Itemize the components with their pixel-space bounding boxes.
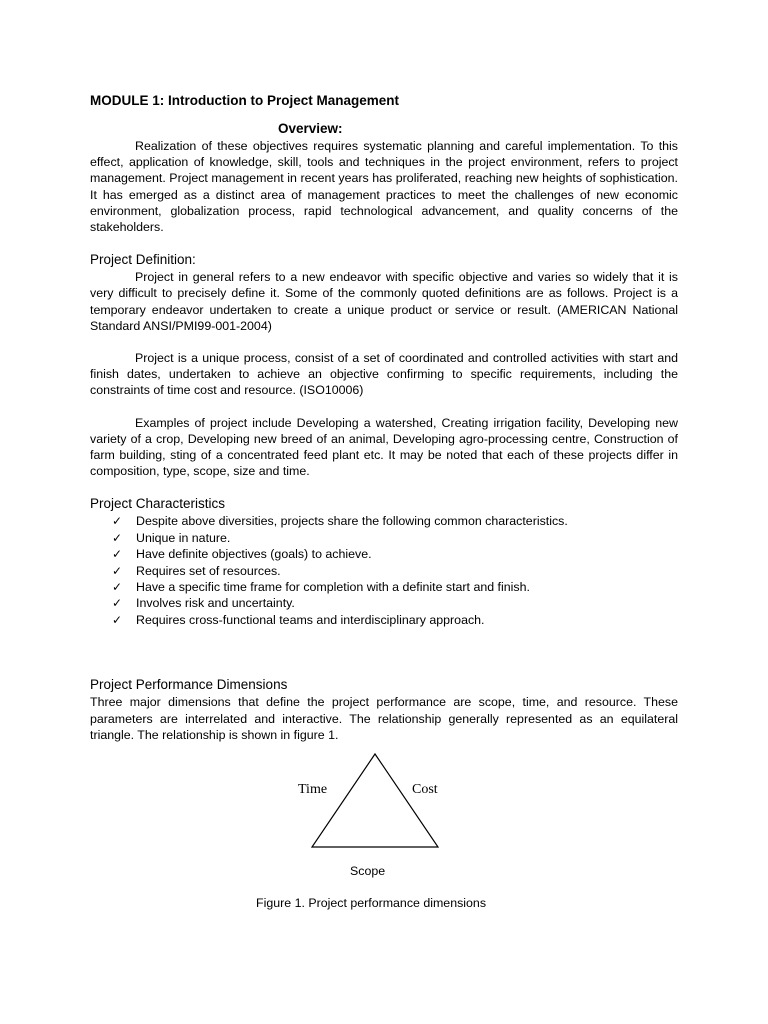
check-icon: ✓ (112, 530, 123, 545)
list-item-text: Unique in nature. (136, 530, 231, 545)
triangle-shape (312, 754, 438, 847)
list-item (112, 579, 678, 595)
list-item (112, 530, 678, 546)
list-item-text: Involves risk and uncertainty. (136, 596, 295, 611)
definition-paragraph-3: Examples of project include Developing a watershed, Creating irrigation facility, Developing new variety of a crop, Developing new breed of an animal, Developing agro-processing centre, Construction of farm building, sting of a concentrated feed plant etc. It may be noted that each of these projects differ in composition, type, scope, size and time. (90, 415, 678, 479)
characteristics-list (90, 513, 678, 628)
check-icon: ✓ (112, 514, 123, 529)
overview-paragraph: Realization of these objectives requires systematic planning and careful implementation. To this effect, application of knowledge, skill, tools and techniques in the project environment, refers to project management. Project management in recent years has proliferated, reaching new heights of sophistication. It has emerged as a distinct area of management practices to meet the challenges of new economic environment, globalization process, rapid technological advancement, and quality concerns of the stakeholders. (90, 139, 678, 235)
definition-heading: Project Definition: (90, 252, 196, 268)
list-item (112, 612, 678, 628)
characteristics-heading: Project Characteristics (90, 496, 226, 512)
overview-heading: Overview: (278, 121, 343, 136)
check-icon: ✓ (112, 580, 123, 595)
time-label: Time (298, 782, 328, 797)
list-item (112, 563, 678, 579)
list-item-text: Requires set of resources. (136, 563, 281, 578)
check-icon: ✓ (112, 596, 123, 611)
module-title: MODULE 1: Introduction to Project Management (90, 93, 400, 108)
list-item-text: Have definite objectives (goals) to achieve. (136, 547, 372, 562)
figure-caption: Figure 1. Project performance dimensions (256, 896, 487, 910)
document-page (90, 92, 678, 910)
triangle-diagram (290, 752, 460, 852)
list-item-text: Have a specific time frame for completion with a definite start and finish. (136, 580, 530, 595)
definition-paragraph-1: Project in general refers to a new endeavor with specific objective and varies so widely that it is very difficult to precisely define it. Some of the commonly quoted definitions are as follows. Project is a temporary endeavor undertaken to create a unique product or service or result. (AMERICAN National Standard ANSI/PMI99-001-2004) (90, 270, 678, 333)
check-icon: ✓ (112, 612, 123, 627)
list-item (112, 513, 678, 529)
list-item (112, 595, 678, 611)
performance-heading: Project Performance Dimensions (90, 677, 288, 693)
cost-label: Cost (412, 782, 438, 797)
list-item-text: Despite above diversities, projects share the following common characteristics. (136, 514, 568, 529)
list-item (112, 546, 678, 562)
list-item-text: Requires cross-functional teams and interdisciplinary approach. (136, 612, 485, 627)
figure-1 (90, 752, 678, 912)
performance-paragraph: Three major dimensions that define the project performance are scope, time, and resource. These parameters are interrelated and interactive. The relationship generally represented as an equilateral triangle. The relationship is shown in figure 1. (90, 695, 678, 742)
check-icon: ✓ (112, 563, 123, 578)
check-icon: ✓ (112, 547, 123, 562)
definition-paragraph-2: Project is a unique process, consist of a set of coordinated and controlled activities with start and finish dates, undertaken to achieve an objective confirming to specific requirements, including the constraints of time cost and resource. (ISO10006) (90, 351, 678, 398)
scope-label: Scope (350, 864, 386, 878)
